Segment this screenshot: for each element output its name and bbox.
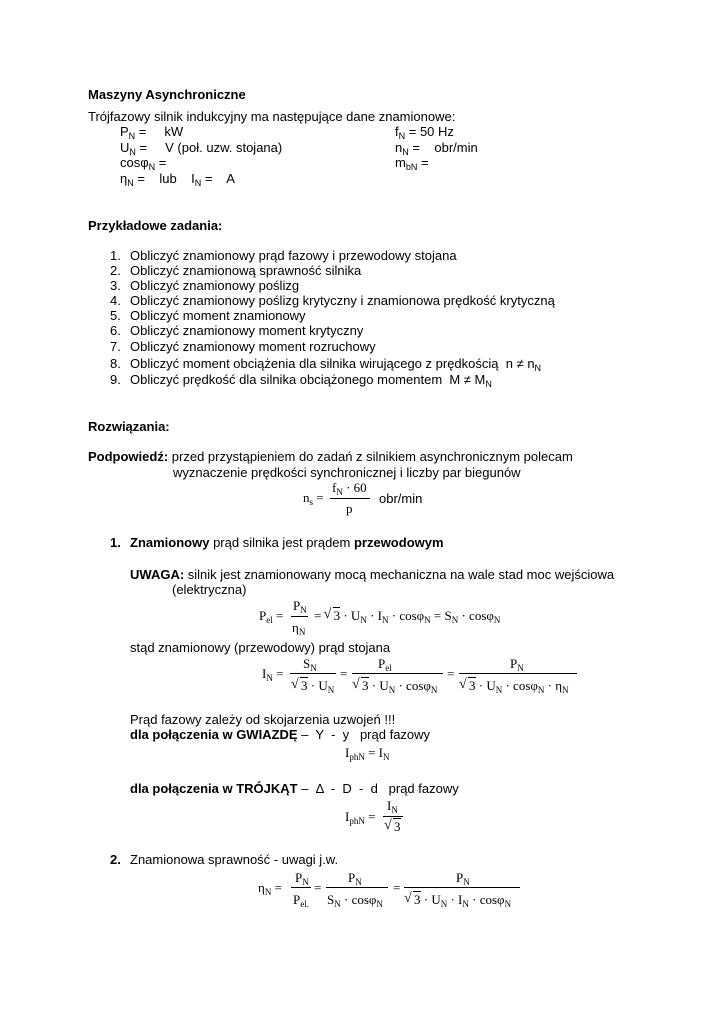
prad-fazowy-text: Prąd fazowy zależy od skojarzenia uzwojeń !!! [130, 712, 396, 727]
section-2-title: 2. Znamionowa sprawność - uwagi j.w. [110, 852, 339, 867]
uwaga-line-1: UWAGA: silnik jest znamionowany mocą mechaniczna na wale stad moc wejściowa [130, 567, 615, 582]
param-eta: $\eta_N$ = lub $I_N$ = A [120, 171, 235, 188]
param-fn: $f_N = 50$ Hz [395, 124, 454, 141]
trojkat-line: dla połączenia w TRÓJKĄT – Δ - D - d prąd fazowy [130, 781, 459, 796]
list-item: 5. Obliczyć moment znamionowy [110, 308, 306, 323]
tasks-heading: Przykładowe zadania: [88, 218, 223, 233]
param-mbn: $m_{bN}$ = [395, 155, 429, 172]
list-item: 1. Obliczyć znamionowy prąd fazowy i przewodowy stojana [110, 248, 457, 263]
list-item: 9. Obliczyć prędkość dla silnika obciążonego momentem $M \ne M_N$ [110, 372, 492, 389]
gwiazda-line: dla połączenia w GWIAZDĘ – Y - y prąd fazowy [130, 727, 431, 742]
list-item: 7. Obliczyć znamionowy moment rozruchowy [110, 339, 376, 354]
ns-unit: obr/min [379, 491, 423, 506]
intro-text: Trójfazowy silnik indukcyjny ma następujące dane znamionowe: [88, 109, 456, 124]
page-title: Maszyny Asynchroniczne [88, 87, 246, 102]
section-1-title: 1. Znamionowy prąd silnika jest prądem przewodowym [110, 535, 444, 550]
list-item: 2. Obliczyć znamionową sprawność silnika [110, 263, 362, 278]
list-item: 3. Obliczyć znamionowy poślizg [110, 278, 300, 293]
list-item: 6. Obliczyć znamionowy moment krytyczny [110, 323, 364, 338]
param-pn: $P_N$ = kW [120, 124, 184, 141]
hint-line-2: wyznaczenie prędkości synchronicznej i liczby par biegunów [173, 465, 521, 480]
list-item: 8. Obliczyć moment obciążenia dla silnika wirującego z prędkością $n \ne n_N$ [110, 356, 542, 373]
hint-line-1: Podpowiedź: przed przystąpieniem do zadań z silnikiem asynchronicznym polecam [88, 449, 573, 464]
param-nn: $n_N$ = obr/min [395, 140, 478, 157]
param-cos: cosφ$_N$ = [120, 155, 167, 172]
stad-text: stąd znamionowy (przewodowy) prąd stojana [130, 640, 391, 655]
param-un: $U_N$ = V (poł. uzw. stojana) [120, 140, 283, 157]
list-item: 4. Obliczyć znamionowy poślizg krytyczny i znamionowa prędkość krytyczną [110, 293, 555, 308]
uwaga-line-2: (elektryczna) [172, 582, 247, 597]
formula-gwiazda: $I_{phN} = I_N$ [345, 745, 390, 762]
solutions-heading: Rozwiązania: [88, 419, 170, 434]
